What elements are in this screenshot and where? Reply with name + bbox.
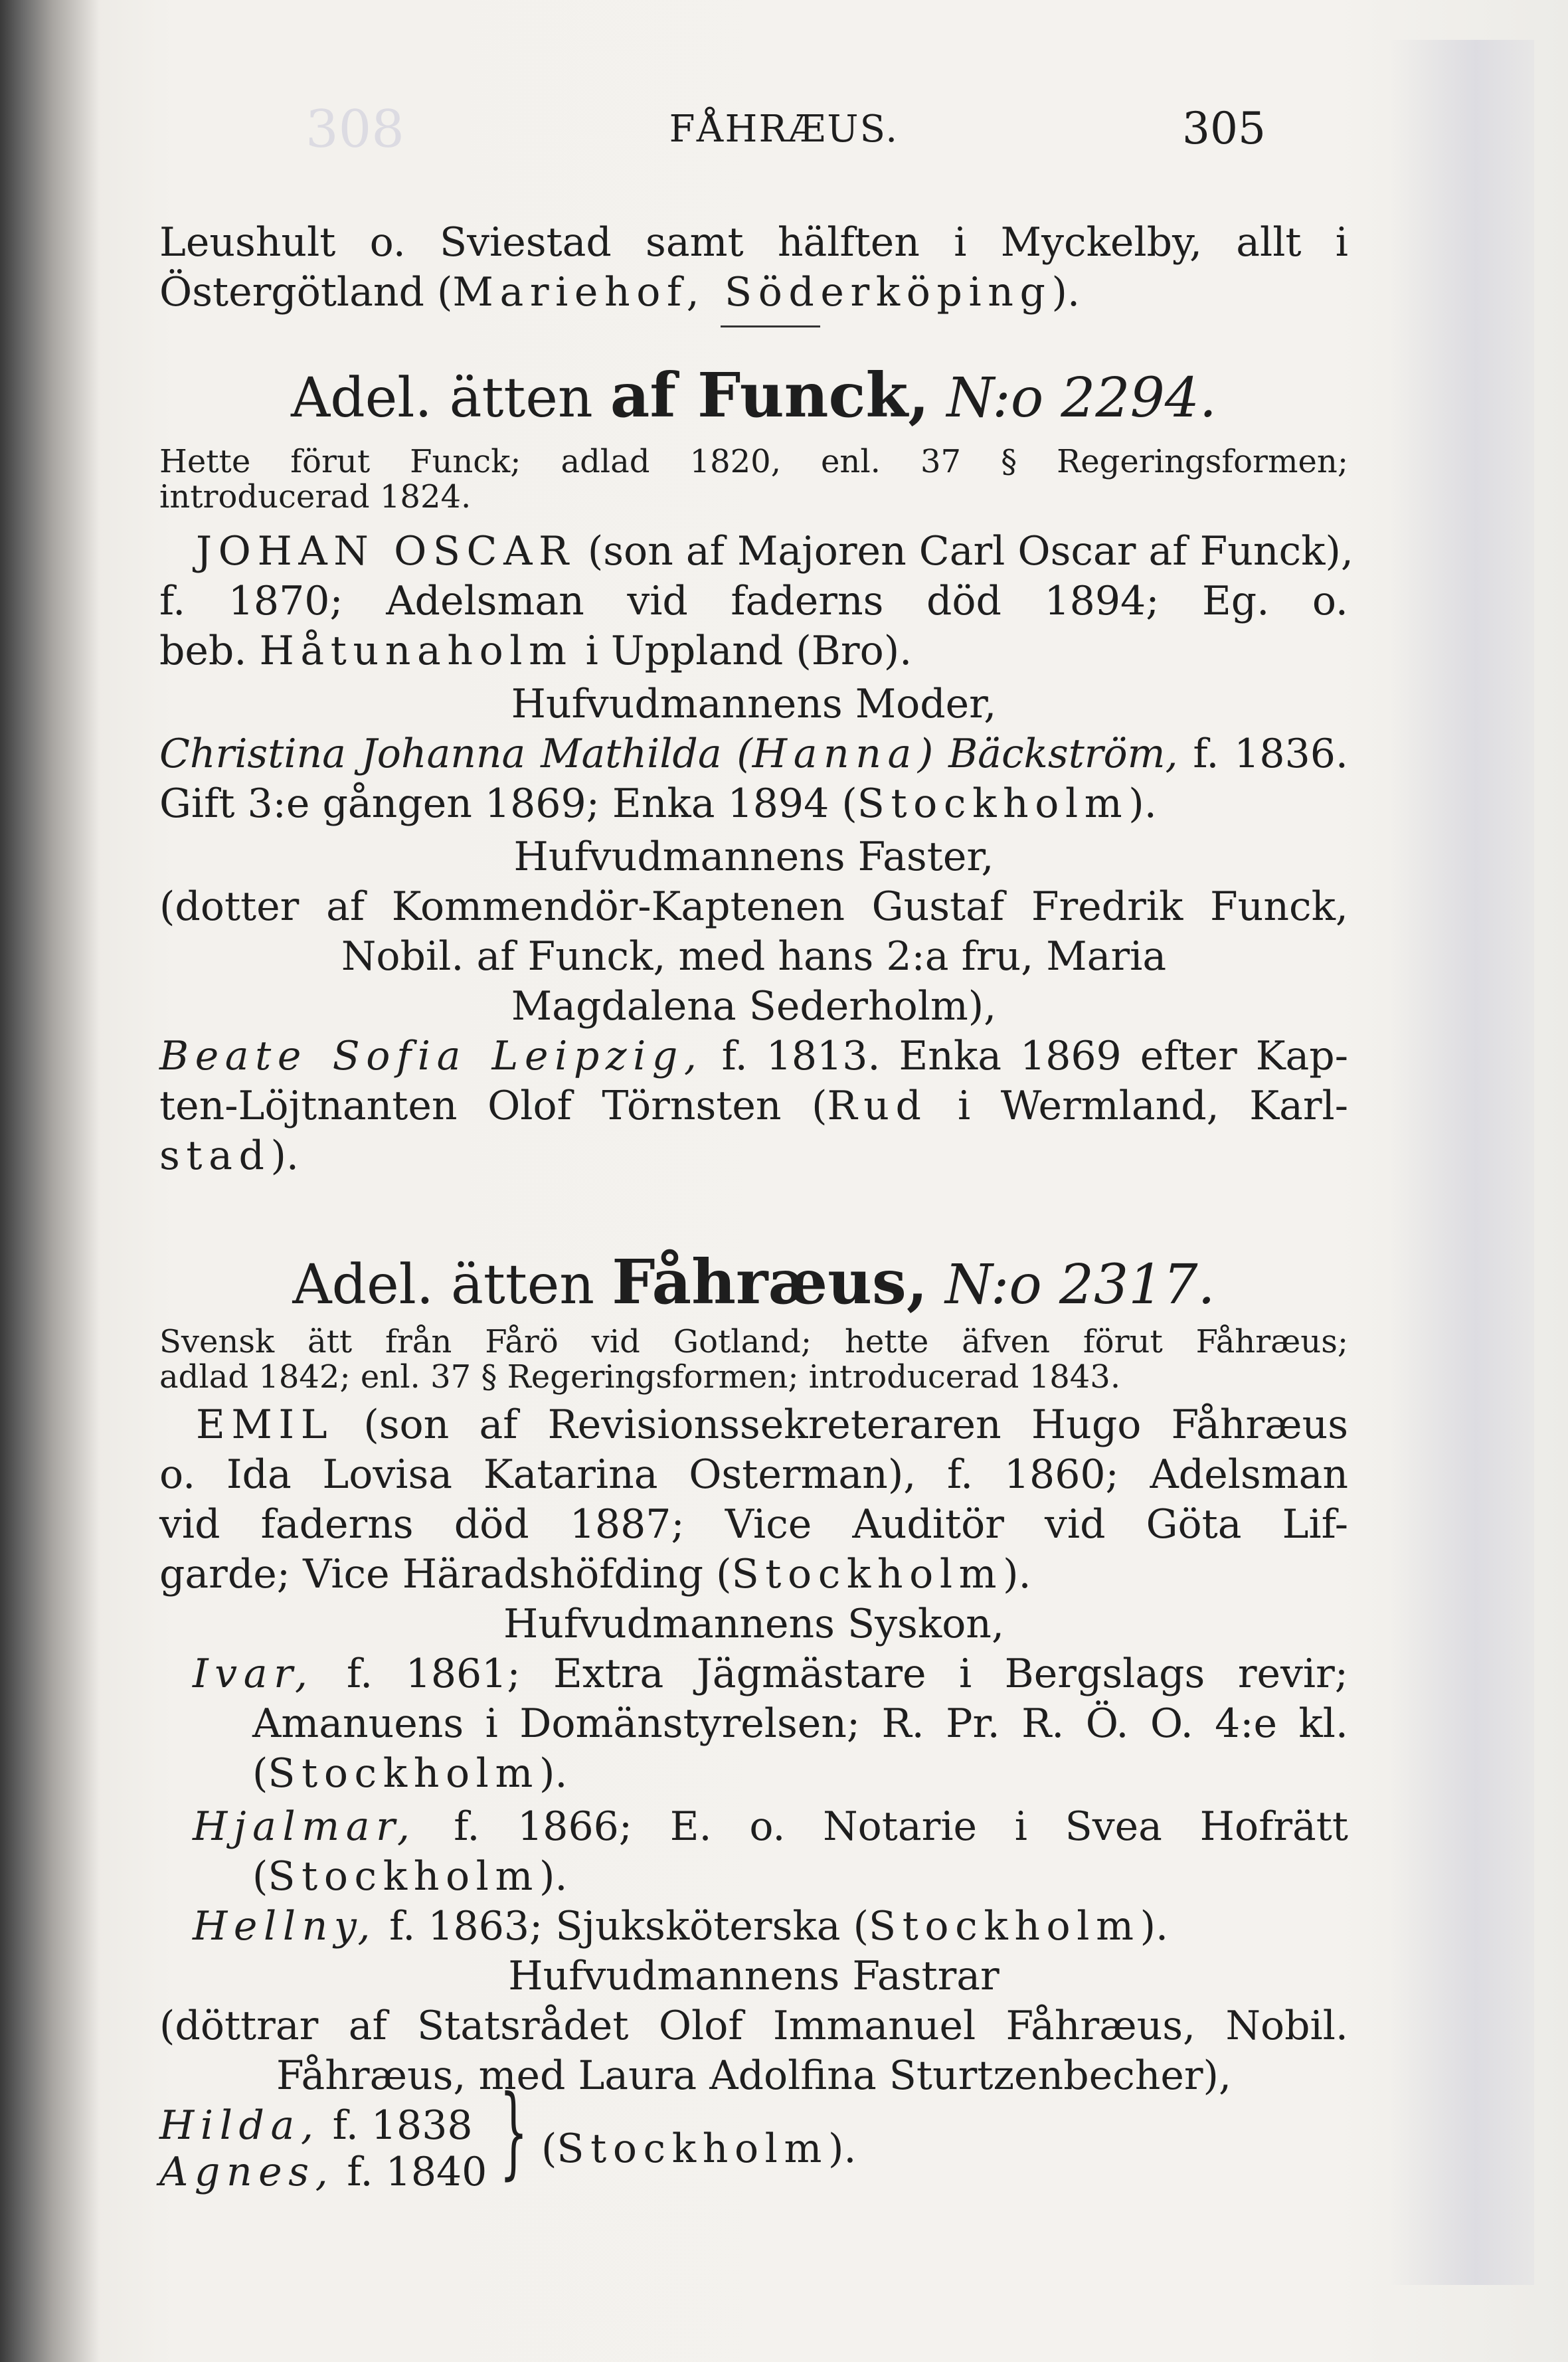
running-header-title: FÅHRÆUS. — [669, 108, 899, 151]
funck-entry-line-2: f. 1870; Adelsman vid faderns död 1894; Eg. o. — [159, 578, 1348, 624]
intro-line-2: Östergötland (Mariehof, Söderköping). — [159, 269, 1081, 316]
fahraeus-heading: Adel. ätten Fåhræus, N:o 2317. — [292, 1246, 1215, 1318]
hjalmar-line-2: (Stockholm). — [252, 1853, 568, 1900]
show-through-page-number: 308 — [305, 100, 404, 159]
ivar-name: Ivar, — [193, 1651, 314, 1697]
fahraeus-family-name: Fåhræus, — [612, 1246, 928, 1318]
fahraeus-siblings-heading: Hufvudmannens Syskon, — [503, 1601, 1005, 1647]
show-through-band — [1388, 40, 1534, 2285]
funck-entry-line-3: beb. Håtunaholm i Uppland (Bro). — [159, 628, 913, 674]
fahraeus-entry-line-4: garde; Vice Häradshöfding (Stockholm). — [159, 1551, 1031, 1597]
funck-aunt-line-2: Nobil. af Funck, med hans 2:a fru, Maria — [341, 933, 1167, 980]
funck-aunt-name: Beate Sofia Leipzig, — [159, 1033, 703, 1079]
fahraeus-aunts-heading: Hufvudmannens Fastrar — [508, 1953, 1000, 1999]
funck-entry-line-1: JOHAN OSCAR (son af Majoren Carl Oscar af Funck), — [196, 528, 1353, 575]
hellny-line-1: Hellny, f. 1863; Sjuksköterska (Stockholm). — [193, 1903, 1169, 1950]
ivar-line-1: Ivar, f. 1861; Extra Jägmästare i Bergslags revir; — [193, 1651, 1348, 1697]
hilda-line: Hilda, f. 1838 — [159, 2102, 473, 2149]
book-spine-shadow — [0, 0, 100, 2362]
ivar-line-2: Amanuens i Domänstyrelsen; R. Pr. R. Ö. O. 4:e kl. — [252, 1700, 1348, 1747]
page-number: 305 — [1182, 103, 1266, 154]
funck-aunt-line-3: Magdalena Sederholm), — [511, 983, 997, 1030]
funck-mother-heading: Hufvudmannens Moder, — [511, 681, 997, 727]
hjalmar-line-1: Hjalmar, f. 1866; E. o. Notarie i Svea Hofrätt — [193, 1803, 1348, 1850]
funck-family-name: af Funck, — [610, 359, 930, 431]
divider-rule-1 — [721, 325, 820, 327]
fahraeus-entry-line-2: o. Ida Lovisa Katarina Osterman), f. 1860; Adelsman — [159, 1451, 1348, 1498]
fahraeus-aunts-residence: (Stockholm). — [541, 2126, 857, 2172]
hilda-name: Hilda, — [159, 2102, 320, 2149]
funck-estate: Håtunaholm — [259, 628, 573, 674]
funck-mother-line-1: Christina Johanna Mathilda (Hanna) Bäckström, f. 1836. — [159, 731, 1349, 777]
intro-place: Mariehof, Söderköping — [452, 269, 1052, 316]
fahraeus-note-line-2: adlad 1842; enl. 37 § Regeringsformen; introducerad 1843. — [159, 1358, 1121, 1396]
fahraeus-aunts-line-2: Fåhræus, med Laura Adolfina Sturtzenbecher), — [276, 2052, 1232, 2099]
intro-line-1: Leushult o. Sviestad samt hälften i Myckelby, allt i — [159, 219, 1348, 266]
funck-mother-line-2: Gift 3:e gången 1869; Enka 1894 (Stockholm). — [159, 780, 1157, 827]
hellny-name: Hellny, — [193, 1903, 377, 1950]
agnes-name: Agnes, — [159, 2149, 335, 2195]
funck-aunt-entry-line-3: stad). — [159, 1133, 299, 1179]
funck-aunt-line-1: (dotter af Kommendör-Kaptenen Gustaf Fredrik Funck, — [159, 883, 1348, 930]
curly-brace: } — [499, 2074, 528, 2190]
funck-head-name: JOHAN OSCAR — [196, 528, 575, 575]
fahraeus-aunts-line-1: (döttrar af Statsrådet Olof Immanuel Fåhræus, Nobil. — [159, 2003, 1348, 2049]
funck-aunt-entry-line-2: ten-Löjtnanten Olof Törnsten (Rud i Wermland, Karl- — [159, 1083, 1349, 1129]
funck-note-line-1: Hette förut Funck; adlad 1820, enl. 37 § Regeringsformen; — [159, 443, 1348, 480]
funck-heading: Adel. ätten af Funck, N:o 2294. — [290, 359, 1217, 431]
fahraeus-head-name: EMIL — [196, 1402, 334, 1448]
ivar-line-3: (Stockholm). — [252, 1750, 568, 1797]
fahraeus-number: N:o 2317. — [944, 1253, 1215, 1317]
fahraeus-note-line-1: Svensk ätt från Fårö vid Gotland; hette äfven förut Fåhræus; — [159, 1323, 1348, 1360]
fahraeus-entry-line-1: EMIL (son af Revisionssekreteraren Hugo Fåhræus — [196, 1402, 1348, 1448]
funck-aunt-entry-line-1: Beate Sofia Leipzig, f. 1813. Enka 1869 efter Kap- — [159, 1033, 1348, 1079]
funck-aunt-heading: Hufvudmannens Faster, — [513, 834, 994, 880]
funck-note-line-2: introducerad 1824. — [159, 478, 472, 515]
agnes-line: Agnes, f. 1840 — [159, 2149, 487, 2195]
funck-number: N:o 2294. — [946, 367, 1217, 430]
hjalmar-name: Hjalmar, — [193, 1803, 416, 1850]
fahraeus-entry-line-3: vid faderns död 1887; Vice Auditör vid Göta Lif- — [159, 1501, 1348, 1548]
